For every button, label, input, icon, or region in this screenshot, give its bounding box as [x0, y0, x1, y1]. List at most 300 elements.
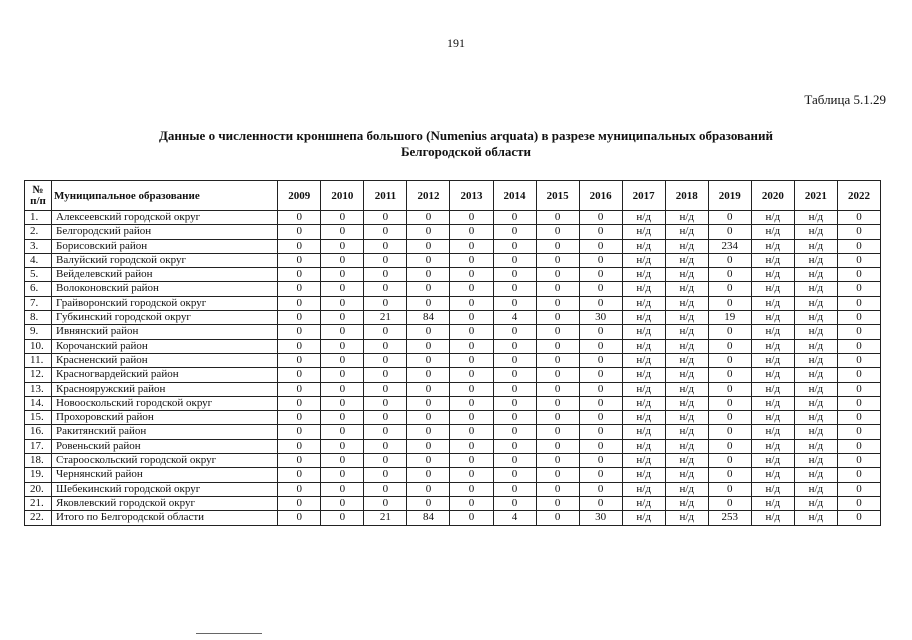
value-cell: 0 — [493, 425, 536, 439]
value-cell: 0 — [837, 439, 880, 453]
value-cell: 0 — [407, 325, 450, 339]
header-year: 2015 — [536, 181, 579, 211]
value-cell: н/д — [751, 468, 794, 482]
table-row — [25, 225, 881, 239]
value-cell: н/д — [665, 368, 708, 382]
value-cell: н/д — [665, 225, 708, 239]
value-cell: н/д — [665, 425, 708, 439]
row-number-cell: 10. — [25, 339, 52, 353]
value-cell: 0 — [837, 411, 880, 425]
value-cell: 0 — [450, 368, 493, 382]
value-cell: н/д — [622, 482, 665, 496]
table-row — [25, 411, 881, 425]
value-cell: 0 — [364, 496, 407, 510]
value-cell: н/д — [794, 353, 837, 367]
value-cell: н/д — [665, 268, 708, 282]
value-cell: 0 — [278, 496, 321, 510]
value-cell: н/д — [751, 311, 794, 325]
value-cell: 0 — [364, 454, 407, 468]
value-cell: 0 — [407, 454, 450, 468]
value-cell: 0 — [708, 339, 751, 353]
value-cell: 0 — [321, 411, 364, 425]
value-cell: 0 — [493, 353, 536, 367]
value-cell: н/д — [751, 268, 794, 282]
value-cell: 0 — [708, 439, 751, 453]
value-cell: 0 — [321, 325, 364, 339]
value-cell: н/д — [665, 282, 708, 296]
value-cell: 0 — [536, 468, 579, 482]
value-cell: 4 — [493, 511, 536, 525]
value-cell: 0 — [450, 339, 493, 353]
value-cell: 0 — [450, 425, 493, 439]
value-cell: 0 — [321, 311, 364, 325]
value-cell: 0 — [364, 225, 407, 239]
value-cell: 0 — [278, 225, 321, 239]
header-year: 2022 — [837, 181, 880, 211]
municipality-cell: Белгородский район — [52, 225, 278, 239]
row-number-cell: 22. — [25, 511, 52, 525]
row-number-cell: 2. — [25, 225, 52, 239]
value-cell: 0 — [708, 482, 751, 496]
value-cell: 0 — [450, 268, 493, 282]
value-cell: 0 — [450, 311, 493, 325]
row-number-cell: 9. — [25, 325, 52, 339]
value-cell: 0 — [321, 282, 364, 296]
value-cell: 0 — [536, 268, 579, 282]
value-cell: н/д — [794, 339, 837, 353]
table-row — [25, 382, 881, 396]
header-year: 2021 — [794, 181, 837, 211]
value-cell: н/д — [794, 368, 837, 382]
value-cell: н/д — [751, 439, 794, 453]
value-cell: 0 — [708, 454, 751, 468]
value-cell: н/д — [665, 396, 708, 410]
value-cell: 0 — [579, 425, 622, 439]
value-cell: 0 — [278, 282, 321, 296]
value-cell: 0 — [837, 382, 880, 396]
value-cell: 0 — [364, 239, 407, 253]
value-cell: н/д — [665, 496, 708, 510]
value-cell: 0 — [579, 268, 622, 282]
value-cell: 0 — [364, 382, 407, 396]
value-cell: 0 — [708, 411, 751, 425]
value-cell: 0 — [536, 225, 579, 239]
row-number-cell: 3. — [25, 239, 52, 253]
value-cell: н/д — [665, 511, 708, 525]
table-reference: Таблица 5.1.29 — [804, 92, 886, 107]
value-cell: 0 — [837, 268, 880, 282]
value-cell: 0 — [450, 482, 493, 496]
value-cell: 0 — [278, 511, 321, 525]
value-cell: 0 — [364, 368, 407, 382]
value-cell: 0 — [278, 454, 321, 468]
value-cell: 0 — [407, 253, 450, 267]
row-number-cell: 5. — [25, 268, 52, 282]
value-cell: 0 — [407, 268, 450, 282]
municipality-cell: Чернянский район — [52, 468, 278, 482]
value-cell: 0 — [536, 211, 579, 225]
value-cell: 0 — [708, 282, 751, 296]
value-cell: н/д — [622, 468, 665, 482]
value-cell: 0 — [837, 425, 880, 439]
municipality-cell: Борисовский район — [52, 239, 278, 253]
table-title-line-2: Белгородской области — [400, 144, 532, 159]
value-cell: 84 — [407, 511, 450, 525]
table-row — [25, 353, 881, 367]
value-cell: н/д — [751, 353, 794, 367]
value-cell: 0 — [407, 211, 450, 225]
value-cell: н/д — [665, 253, 708, 267]
row-number-cell: 11. — [25, 353, 52, 367]
value-cell: н/д — [622, 253, 665, 267]
header-year: 2017 — [622, 181, 665, 211]
value-cell: 0 — [364, 468, 407, 482]
value-cell: н/д — [622, 396, 665, 410]
value-cell: н/д — [665, 353, 708, 367]
value-cell: н/д — [622, 311, 665, 325]
value-cell: 0 — [278, 411, 321, 425]
value-cell: 0 — [407, 282, 450, 296]
value-cell: 0 — [837, 368, 880, 382]
header-year: 2019 — [708, 181, 751, 211]
value-cell: 0 — [321, 396, 364, 410]
value-cell: 0 — [278, 268, 321, 282]
value-cell: н/д — [665, 296, 708, 310]
value-cell: 0 — [407, 425, 450, 439]
value-cell: 0 — [321, 482, 364, 496]
value-cell: 0 — [407, 382, 450, 396]
value-cell: 0 — [493, 339, 536, 353]
table-row — [25, 482, 881, 496]
value-cell: н/д — [794, 396, 837, 410]
value-cell: н/д — [751, 368, 794, 382]
value-cell: 0 — [493, 411, 536, 425]
value-cell: 0 — [493, 368, 536, 382]
municipality-cell: Вейделевский район — [52, 268, 278, 282]
value-cell: 0 — [450, 439, 493, 453]
value-cell: 0 — [536, 439, 579, 453]
value-cell: 0 — [579, 368, 622, 382]
value-cell: н/д — [794, 211, 837, 225]
value-cell: 0 — [493, 268, 536, 282]
value-cell: 0 — [579, 353, 622, 367]
table-row — [25, 325, 881, 339]
value-cell: 0 — [321, 268, 364, 282]
value-cell: 0 — [536, 396, 579, 410]
value-cell: 0 — [321, 211, 364, 225]
value-cell: 0 — [450, 239, 493, 253]
row-number-cell: 14. — [25, 396, 52, 410]
value-cell: н/д — [665, 468, 708, 482]
value-cell: 0 — [321, 296, 364, 310]
value-cell: н/д — [622, 296, 665, 310]
value-cell: 0 — [579, 211, 622, 225]
value-cell: 0 — [407, 396, 450, 410]
value-cell: 0 — [579, 496, 622, 510]
value-cell: н/д — [794, 454, 837, 468]
value-cell: 0 — [579, 454, 622, 468]
value-cell: 0 — [579, 225, 622, 239]
value-cell: 0 — [708, 325, 751, 339]
value-cell: н/д — [622, 282, 665, 296]
value-cell: 0 — [321, 454, 364, 468]
value-cell: 0 — [364, 425, 407, 439]
municipality-cell: Ракитянский район — [52, 425, 278, 439]
table-row — [25, 239, 881, 253]
row-number-cell: 7. — [25, 296, 52, 310]
value-cell: н/д — [794, 268, 837, 282]
header-year: 2014 — [493, 181, 536, 211]
value-cell: 0 — [536, 368, 579, 382]
value-cell: 0 — [364, 253, 407, 267]
value-cell: 0 — [364, 339, 407, 353]
value-cell: н/д — [622, 325, 665, 339]
value-cell: 0 — [278, 382, 321, 396]
value-cell: 0 — [278, 296, 321, 310]
value-cell: н/д — [794, 282, 837, 296]
value-cell: 0 — [450, 496, 493, 510]
municipality-cell: Шебекинский городской округ — [52, 482, 278, 496]
value-cell: н/д — [751, 282, 794, 296]
header-year: 2010 — [321, 181, 364, 211]
value-cell: 0 — [708, 353, 751, 367]
value-cell: н/д — [665, 482, 708, 496]
value-cell: 0 — [450, 253, 493, 267]
value-cell: 0 — [579, 253, 622, 267]
value-cell: 0 — [493, 382, 536, 396]
municipality-cell: Корочанский район — [52, 339, 278, 353]
value-cell: 0 — [321, 511, 364, 525]
value-cell: 0 — [321, 382, 364, 396]
table-row — [25, 211, 881, 225]
value-cell: н/д — [794, 382, 837, 396]
value-cell: 0 — [536, 325, 579, 339]
value-cell: н/д — [622, 425, 665, 439]
value-cell: 0 — [321, 353, 364, 367]
table-row — [25, 253, 881, 267]
value-cell: н/д — [751, 382, 794, 396]
value-cell: 0 — [837, 311, 880, 325]
value-cell: н/д — [794, 239, 837, 253]
value-cell: 0 — [837, 511, 880, 525]
value-cell: н/д — [751, 496, 794, 510]
value-cell: 0 — [321, 468, 364, 482]
value-cell: н/д — [751, 253, 794, 267]
value-cell: н/д — [622, 225, 665, 239]
value-cell: н/д — [665, 211, 708, 225]
municipality-cell: Старооскольский городской округ — [52, 454, 278, 468]
header-year: 2011 — [364, 181, 407, 211]
value-cell: 0 — [450, 511, 493, 525]
value-cell: 0 — [493, 482, 536, 496]
value-cell: н/д — [665, 239, 708, 253]
value-cell: 0 — [278, 239, 321, 253]
value-cell: 0 — [579, 468, 622, 482]
value-cell: 0 — [536, 425, 579, 439]
row-number-cell: 21. — [25, 496, 52, 510]
value-cell: 0 — [493, 454, 536, 468]
value-cell: 0 — [364, 268, 407, 282]
value-cell: 0 — [364, 411, 407, 425]
value-cell: 0 — [536, 239, 579, 253]
value-cell: 0 — [321, 225, 364, 239]
value-cell: 0 — [536, 339, 579, 353]
value-cell: 0 — [364, 482, 407, 496]
header-year: 2018 — [665, 181, 708, 211]
table-header — [25, 181, 881, 211]
table-row — [25, 425, 881, 439]
value-cell: н/д — [665, 411, 708, 425]
value-cell: н/д — [665, 325, 708, 339]
value-cell: н/д — [794, 311, 837, 325]
value-cell: 84 — [407, 311, 450, 325]
value-cell: 0 — [278, 368, 321, 382]
municipality-cell: Ровеньский район — [52, 439, 278, 453]
value-cell: 0 — [364, 211, 407, 225]
value-cell: 0 — [708, 268, 751, 282]
value-cell: н/д — [622, 454, 665, 468]
value-cell: 0 — [321, 253, 364, 267]
value-cell: н/д — [751, 482, 794, 496]
value-cell: 0 — [837, 396, 880, 410]
value-cell: 0 — [407, 296, 450, 310]
header-year: 2020 — [751, 181, 794, 211]
municipality-cell: Алексеевский городской округ — [52, 211, 278, 225]
value-cell: 0 — [278, 253, 321, 267]
municipality-cell: Губкинский городской округ — [52, 311, 278, 325]
value-cell: н/д — [665, 454, 708, 468]
table-row — [25, 368, 881, 382]
value-cell: н/д — [622, 439, 665, 453]
data-table — [24, 180, 881, 526]
table-row — [25, 511, 881, 525]
value-cell: 4 — [493, 311, 536, 325]
value-cell: 0 — [493, 253, 536, 267]
value-cell: 0 — [450, 396, 493, 410]
value-cell: 0 — [536, 382, 579, 396]
value-cell: н/д — [751, 454, 794, 468]
value-cell: 0 — [407, 411, 450, 425]
table-row — [25, 339, 881, 353]
value-cell: 0 — [278, 425, 321, 439]
value-cell: 0 — [364, 439, 407, 453]
value-cell: 0 — [708, 296, 751, 310]
value-cell: 0 — [450, 296, 493, 310]
header-year: 2016 — [579, 181, 622, 211]
municipality-cell: Красногвардейский район — [52, 368, 278, 382]
row-number-cell: 4. — [25, 253, 52, 267]
table-row — [25, 282, 881, 296]
value-cell: 0 — [278, 211, 321, 225]
value-cell: н/д — [794, 411, 837, 425]
row-number-cell: 1. — [25, 211, 52, 225]
value-cell: 0 — [837, 482, 880, 496]
value-cell: 0 — [493, 496, 536, 510]
value-cell: н/д — [794, 468, 837, 482]
table-title-line-1: Данные о численности кроншнепа большого (Numenius arquata) в разрезе муниципальных образований — [158, 128, 773, 143]
value-cell: н/д — [622, 239, 665, 253]
row-number-cell: 13. — [25, 382, 52, 396]
value-cell: 0 — [493, 239, 536, 253]
table-row — [25, 396, 881, 410]
value-cell: 0 — [278, 396, 321, 410]
value-cell: н/д — [751, 325, 794, 339]
value-cell: 0 — [493, 211, 536, 225]
value-cell: 0 — [579, 239, 622, 253]
value-cell: 0 — [708, 225, 751, 239]
value-cell: 0 — [407, 439, 450, 453]
table-title — [40, 128, 892, 160]
value-cell: 0 — [364, 296, 407, 310]
value-cell: н/д — [751, 239, 794, 253]
row-number-cell: 12. — [25, 368, 52, 382]
municipality-cell: Яковлевский городской округ — [52, 496, 278, 510]
value-cell: 0 — [321, 339, 364, 353]
value-cell: н/д — [794, 225, 837, 239]
municipality-cell: Волоконовский район — [52, 282, 278, 296]
value-cell: 0 — [536, 282, 579, 296]
value-cell: 0 — [579, 482, 622, 496]
value-cell: 0 — [278, 311, 321, 325]
value-cell: 0 — [708, 496, 751, 510]
value-cell: 0 — [837, 353, 880, 367]
table-row — [25, 268, 881, 282]
municipality-cell: Ивнянский район — [52, 325, 278, 339]
value-cell: 0 — [493, 439, 536, 453]
value-cell: н/д — [794, 425, 837, 439]
value-cell: 0 — [837, 339, 880, 353]
table-body — [25, 211, 881, 526]
value-cell: 0 — [407, 225, 450, 239]
value-cell: н/д — [794, 482, 837, 496]
value-cell: 0 — [493, 225, 536, 239]
value-cell: 0 — [708, 468, 751, 482]
value-cell: 0 — [321, 439, 364, 453]
municipality-cell: Красненский район — [52, 353, 278, 367]
value-cell: 0 — [837, 282, 880, 296]
value-cell: 0 — [708, 368, 751, 382]
value-cell: 0 — [493, 325, 536, 339]
value-cell: 0 — [450, 353, 493, 367]
value-cell: 0 — [837, 211, 880, 225]
value-cell: 0 — [837, 253, 880, 267]
value-cell: 0 — [364, 282, 407, 296]
header-row — [25, 181, 881, 211]
value-cell: 0 — [536, 296, 579, 310]
value-cell: н/д — [665, 439, 708, 453]
value-cell: 0 — [321, 425, 364, 439]
row-number-cell: 19. — [25, 468, 52, 482]
value-cell: 0 — [579, 382, 622, 396]
value-cell: 0 — [450, 468, 493, 482]
table-row — [25, 296, 881, 310]
value-cell: н/д — [622, 382, 665, 396]
value-cell: 0 — [321, 496, 364, 510]
row-number-cell: 18. — [25, 454, 52, 468]
value-cell: 0 — [536, 454, 579, 468]
value-cell: 0 — [450, 211, 493, 225]
header-year: 2009 — [278, 181, 321, 211]
value-cell: н/д — [665, 339, 708, 353]
row-number-cell: 15. — [25, 411, 52, 425]
value-cell: 0 — [579, 339, 622, 353]
value-cell: 0 — [536, 482, 579, 496]
value-cell: 0 — [536, 411, 579, 425]
page-number: 191 — [447, 36, 465, 50]
value-cell: н/д — [751, 411, 794, 425]
value-cell: н/д — [751, 225, 794, 239]
value-cell: н/д — [622, 353, 665, 367]
